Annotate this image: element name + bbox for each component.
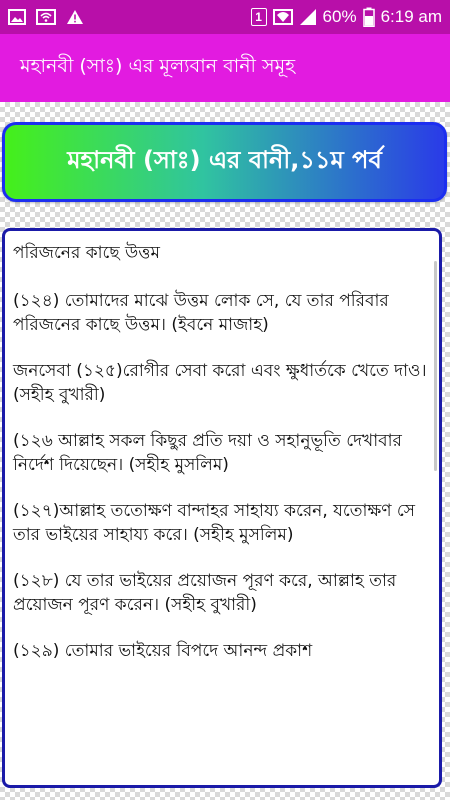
chapter-title-banner bbox=[2, 122, 447, 202]
cell-signal-icon bbox=[299, 8, 317, 26]
hadith-text-content[interactable] bbox=[5, 231, 439, 663]
chapter-title: মহানবী (সাঃ) এর বানী,১১ম পর্ব bbox=[67, 146, 382, 174]
hadith-paragraph: (১২৮) যে তার ভাইয়ের প্রয়োজন পূরণ করে, আল্লাহ তার প্রয়োজন পূরণ করেন। (সহীহ বুখারী) bbox=[13, 571, 397, 615]
app-bar bbox=[0, 34, 450, 102]
app-title: মহানবী (সাঃ) এর মূল্যবান বানী সমূহ bbox=[20, 55, 296, 77]
battery-percentage: 60% bbox=[322, 7, 357, 26]
warning-icon bbox=[66, 9, 84, 25]
gallery-notification-icon bbox=[8, 9, 26, 25]
battery-icon bbox=[363, 7, 375, 27]
clock: 6:19 am bbox=[380, 7, 442, 26]
hadith-text-card[interactable] bbox=[2, 228, 442, 788]
scrollbar[interactable] bbox=[434, 261, 437, 471]
wifi-notification-icon bbox=[36, 9, 56, 25]
section-heading: পরিজনের কাছে উত্তম bbox=[13, 243, 160, 263]
wifi-signal-icon bbox=[273, 9, 293, 25]
status-bar bbox=[0, 0, 450, 34]
hadith-paragraph: (১২৭)আল্লাহ ততোক্ষণ বান্দাহর সাহায্য করেন, যতোক্ষণ সে তার ভাইয়ের সাহায্য করে। (সহীহ মুসলিম) bbox=[13, 501, 416, 545]
hadith-paragraph: (১২৪) তোমাদের মাঝে উত্তম লোক সে, যে তার পরিবার পরিজনের কাছে উত্তম। (ইবনে মাজাহ) bbox=[13, 291, 389, 335]
sim-slot-icon: 1 bbox=[251, 8, 267, 26]
hadith-paragraph: (১২৯) তোমার ভাইয়ের বিপদে আনন্দ প্রকাশ bbox=[13, 641, 313, 661]
hadith-paragraph: জনসেবা (১২৫)রোগীর সেবা করো এবং ক্ষুধার্তকে খেতে দাও। (সহীহ বুখারী) bbox=[13, 361, 427, 405]
hadith-paragraph: (১২৬ আল্লাহ সকল কিছুর প্রতি দয়া ও সহানুভূতি দেখাবার নির্দেশ দিয়েছেন। (সহীহ মুসলিম) bbox=[13, 431, 402, 475]
